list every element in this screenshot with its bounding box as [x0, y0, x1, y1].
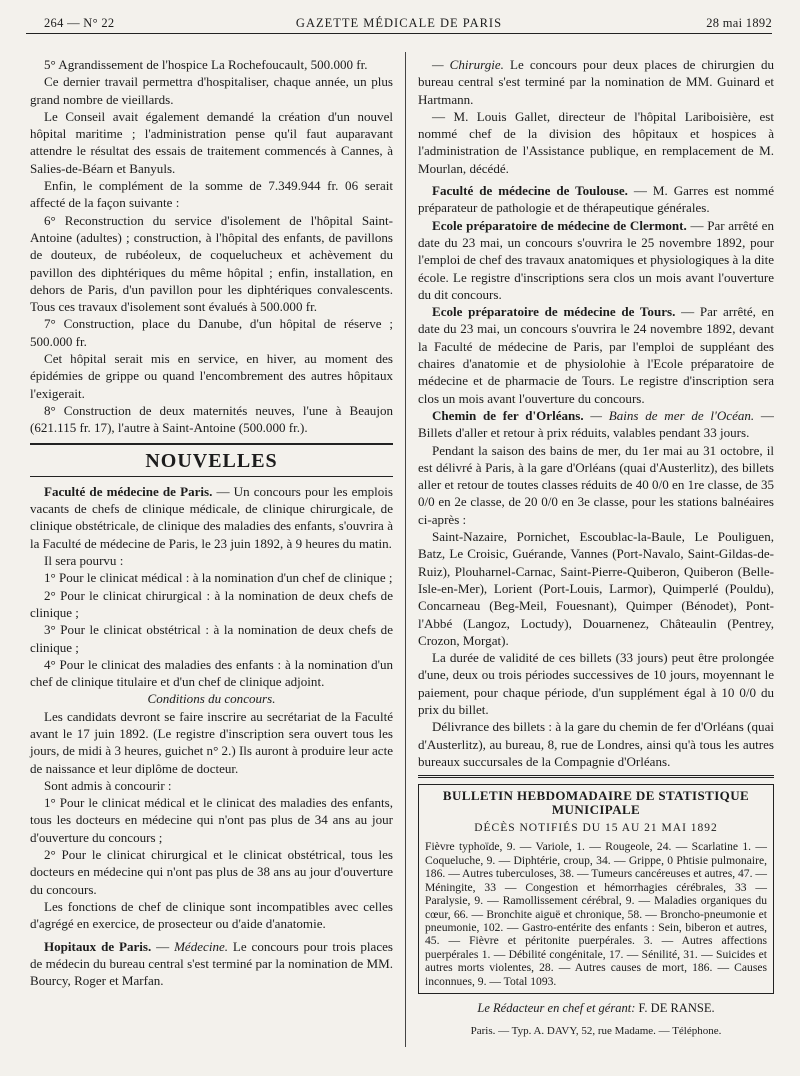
paragraph-stations: Saint-Nazaire, Pornichet, Escoublac-la-Baule, Le Pouliguen, Batz, Le Croisic, Guérande, Vannes (Port-Navalo, Saint-Gildas-de-Ruiz), Plouharnel-Carnac, Saint-Pierre-Quiberon, Quiberon (Belle-Isle-en-Mer), Lorient (Port-Louis, Larmor), Quimperlé (Pouldu), Concarneau (Beg-Meil, Fouesnant), Quimper (Bénodet), Pont-l'Abbé (Langoz, Loctudy), Douarnenez, Châteaulin (Pentrey, Crozon, Morgat).: [418, 529, 774, 648]
paragraph: Délivrance des billets : à la gare du chemin de fer d'Orléans (quai d'Austerlitz), au bureau, 8, rue de Londres, ainsi qu'à tous les autres bureaux succursales de la Compagnie d'Orléans.: [418, 719, 774, 769]
editor-name: F. DE RANSE.: [638, 1000, 715, 1015]
header-rule: [26, 33, 772, 34]
list-item: 2° Pour le clinicat chirurgical et le clinicat obstétrical, tous les docteurs en médecine qui n'ont pas plus de 38 ans au jour d'ouverture du concours.: [30, 847, 393, 897]
news-item-chirurgie: [418, 56, 774, 108]
news-item-faculte-paris: [30, 483, 393, 552]
list-item: 1° Pour le clinicat médical : à la nomination d'un chef de clinique ;: [44, 570, 393, 586]
paragraph: Enfin, le complément de la somme de 7.349.944 fr. 06 serait affecté de la façon suivante :: [30, 178, 393, 211]
subheading-conditions: Conditions du concours.: [147, 691, 276, 707]
paragraph: Il sera pourvu :: [44, 553, 124, 569]
list-item: 3° Pour le clinicat obstétrical : à la nomination de deux chefs de clinique ;: [30, 622, 393, 655]
bulletin-body: Fièvre typhoïde, 9. — Variole, 1. — Rougeole, 24. — Scarlatine 1. — Coqueluche, 9. — Diphtérie, croup, 34. — Grippe, 0 Phtisie pulmonaire, 186. — Autres tuberculoses, 38. — Tumeurs cancéreuses et autres, 47. — Méningite, 33 — Congestion et hémorrhagies cérébrales, 33 — Paralysie, 9. — Ramollissement cérébral, 9. — Maladies organiques du cœur, 66. — Bronchite aiguë et chronique, 58. — Broncho-pneumonie et pneumonie, 102. — Gastro-entérite des enfants : Sein, biberon et autres, 45. — Fièvre et péritonite puerpérales. 3. — Autres affections puerpérales 1. — Débilité congénitale, 17. — Sénilité, 31. — Suicides et autres morts violentes, 28. — Autres causes de mort, 186. — Causes inconnues, 9. — Total 1093.: [425, 840, 767, 988]
page-number: 264 — N° 22: [44, 16, 115, 30]
news-item-orleans: [418, 407, 774, 442]
section-rule: [30, 443, 393, 445]
paragraph: 6° Reconstruction du service d'isolement de l'hôpital Saint-Antoine (adultes) ; construction, à l'hôpital des enfants, de pavillons de douteux, de rubéoleux, de coquelucheux et achèvement du pavillon des diphtériques du même hôpital ; enfin, installation, en dehors de Paris, d'un pavillon pour les diphtériques convalescents. Tous ces travaux d'isolement sont évalués à 500.000 fr.: [30, 212, 393, 315]
paragraph: — M. Louis Gallet, directeur de l'hôpital Lariboisière, est nommé chef de la division des hôpitaux et hospices à l'administration de l'Assistance publique, en remplacement de M. Mourlan, décédé.: [418, 108, 774, 176]
news-heading: Faculté de médecine de Paris.: [44, 483, 213, 499]
journal-title: GAZETTE MÉDICALE DE PARIS: [295, 16, 503, 30]
news-heading: Chemin de fer d'Orléans.: [432, 407, 584, 423]
paragraph: Sont admis à concourir :: [44, 777, 172, 793]
news-item-hopitaux: Hopitaux de Paris. — Médecine. Le concours pour trois places de médecin du bureau central s'est terminé par la nomination de MM. Bourcy, Roger et Marfan.: [30, 938, 393, 989]
page-header: [26, 14, 772, 34]
paragraph: Ce dernier travail permettra d'hospitaliser, chaque année, un plus grand nombre de vieillards.: [30, 74, 393, 107]
news-heading: Hopitaux de Paris.: [44, 938, 152, 954]
news-subheading: Médecine.: [174, 938, 229, 954]
bulletin-subtitle: DÉCÈS NOTIFIÉS DU 15 AU 21 MAI 1892: [474, 822, 718, 835]
issue-date: 28 mai 1892: [706, 16, 772, 30]
news-item-tours: [418, 303, 774, 407]
editor-label: Le Rédacteur en chef et gérant:: [477, 1000, 636, 1015]
news-heading: Ecole préparatoire de médecine de Tours.: [432, 304, 676, 320]
printer-imprint: Paris. — Typ. A. DAVY, 52, rue Madame. — Téléphone.: [470, 1025, 722, 1038]
list-item: 2° Pour le clinicat chirurgical : à la nomination de deux chefs de clinique ;: [30, 587, 393, 620]
news-text: — Par arrêté en date du 23 mai, un concours s'ouvrira le 25 novembre 1892, pour l'emploi de chef des travaux anatomiques et physiologiques à la dite école. Le registre d'inscriptions sera clos un mois avant l'ouverture du dit concours.: [418, 217, 774, 302]
paragraph: Cet hôpital serait mis en service, en hiver, au moment des épidémies de grippe ou quand l'encombrement des autres hôpitaux l'exigerait.: [30, 351, 393, 401]
news-subheading: — Chirurgie.: [432, 57, 504, 72]
news-item-toulouse: [418, 182, 774, 217]
news-heading: Ecole préparatoire de médecine de Clermont.: [432, 217, 687, 233]
paragraph: La durée de validité de ces billets (33 jours) peut être prolongée d'une, deux ou trois périodes successives de 10 jours, moyennant le paiement, pour chaque période, d'un supplément égal à 10 0/0 du prix du billet.: [418, 650, 774, 717]
paragraph: 7° Construction, place du Danube, d'un hôpital de réserve ; 500.000 fr.: [30, 316, 393, 349]
news-text: — M. Garres est nommé préparateur de pathologie et de thérapeutique générales.: [418, 183, 774, 216]
paragraph: 5° Agrandissement de l'hospice La Rochefoucault, 500.000 fr.: [44, 57, 368, 72]
paragraph: Pendant la saison des bains de mer, du 1er mai au 31 octobre, il est délivré à Paris, à la gare d'Orléans (quai d'Austerlitz), des billets aller et retour de toutes classes réduits de 40 0/0 en 1re classe, de 35 0/0 en 2e classe, de 20 0/0 en 3e classe, pour les stations balnéaires ci-après :: [418, 442, 774, 527]
news-item-clermont: [418, 217, 774, 303]
section-rule: [418, 775, 774, 778]
list-item: 1° Pour le clinicat médical et le clinicat des maladies des enfants, tous les docteurs en médecine qui n'ont pas plus de 34 ans au jour d'ouverture du concours ;: [30, 795, 393, 845]
news-text: — Billets d'aller et retour à prix réduits, valables pendant 33 jours.: [418, 407, 774, 441]
list-item: 4° Pour le clinicat des maladies des enfants : à la nomination d'un chef de clinique titulaire et d'un chef de clinique adjoint.: [30, 656, 393, 690]
news-subheading: — Bains de mer de l'Océan.: [590, 407, 755, 423]
paragraph: 8° Construction de deux maternités neuves, l'une à Beaujon (621.115 fr. 17), l'autre à Saint-Antoine (500.000 fr.).: [30, 402, 393, 436]
news-heading: Faculté de médecine de Toulouse.: [432, 183, 628, 199]
section-heading-nouvelles: NOUVELLES: [145, 449, 278, 472]
paragraph: Les candidats devront se faire inscrire au secrétariat de la Faculté avant le 17 juin 1892. (Le registre d'inscription sera ouvert tous les jours, de midi à 3 heures, guichet n° 2.) Ils auront à produire leur acte de naissance et leur diplôme de docteur.: [30, 708, 393, 776]
left-column: [30, 56, 393, 989]
news-text: Le concours pour deux places de chirurgien du bureau central s'est terminé par la nomination de MM. Guinard et Hartmann.: [418, 57, 774, 107]
right-column: [418, 56, 774, 1041]
bulletin-title: BULLETIN HEBDOMADAIRE DE STATISTIQUE MUNICIPALE: [442, 788, 750, 818]
paragraph: Le Conseil avait également demandé la création d'un nouvel hôpital maritime ; l'administration pense qu'il faut auparavant attendre le résultat des essais de traitement commencés à Cannes, à Salies-de-Béarn et Banyuls.: [30, 108, 393, 176]
news-text: — Un concours pour les emplois vacants de chefs de clinique médicale, de clinique chirurgicale, de clinique obstétricale, de clinique des maladies des enfants, s'ouvrira à la Faculté de médecine de Paris, le 23 juin 1892, à 9 heures du matin.: [30, 483, 393, 551]
news-text: — Par arrêté, en date du 23 mai, un concours s'ouvrira le 24 novembre 1892, devant la Faculté de médecine de Paris, par l'emploi de suppléant des chaires d'anatomie et de physiolohie à l'Ecole préparatoire de médecine et de pharmacie de Tours. Le registre d'inscription sera clos un mois avant l'ouverture du concours.: [418, 304, 775, 406]
editor-line: [418, 1000, 774, 1017]
paragraph: Les fonctions de chef de clinique sont incompatibles avec celles d'agrégé en exercice, de prosecteur ou d'aide d'anatomie.: [30, 898, 393, 932]
news-text: Le concours pour trois places de médecin du bureau central s'est terminé par la nomination de MM. Bourcy, Roger et Marfan.: [30, 938, 393, 989]
statistics-bulletin: [418, 784, 774, 994]
column-divider: [405, 52, 406, 1047]
section-rule: [30, 476, 393, 477]
